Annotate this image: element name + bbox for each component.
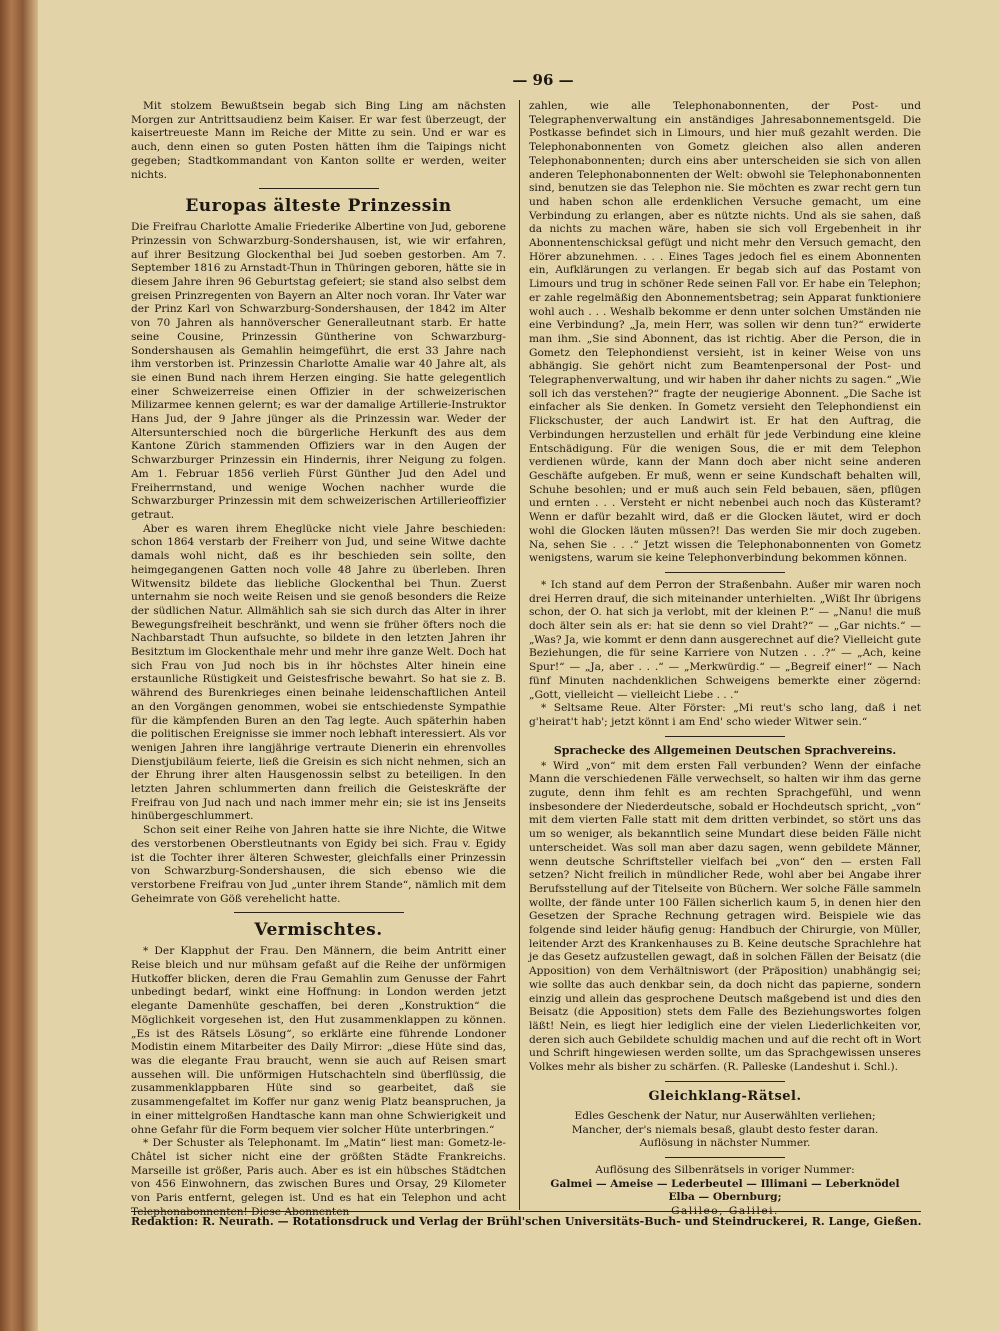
puzzle-title: Gleichklang-Rätsel.: [648, 1088, 802, 1104]
article-paragraph: Schon seit einer Reihe von Jahren hatte sie ihre Nichte, die Witwe des verstorbenen Oberstleutnants von Egidy bei sich. Frau v. Egidy ist die Tochter ihrer älteren Schwester, gleichfalls einer Prinzessin von Schwarzburg-Sondershausen, die sich ebenso wie die verstorbene Freifrau von Jud „unter ihrem Stande“, nämlich mit dem Geheimrate von Göß verehelicht hatte.: [131, 824, 506, 905]
article-paragraph: zahlen, wie alle Telephonabonnenten, der Post- und Telegraphenverwaltung ein anständiges Jahresabonnementsgeld. Die Postkasse befindet sich in Limours, und hier muß gezahlt werden. Die Telephonabonnenten von Gometz gleichen also allen anderen Telephonabonnenten; durch eins aber unterscheiden sie sich von allen anderen Telephonabonnenten der Welt: obwohl sie Telephonabonnenten sind, benutzen sie das Telephon nie. Sie möchten es zwar recht gern tun und haben schon alle erdenklichen Versuche gemacht, um eine Verbindung zu erlangen, aber es nützte nichts. Und als sie sahen, daß da nichts zu machen wäre, haben sie sich voll Ergebenheit in ihr Abonnentenschicksal gefügt und nicht mehr den Versuch gemacht, den Hörer abzunehmen. . . . Eines Tages jedoch fiel es einem Abonnenten ein, Aufklärungen zu verlangen. Er begab sich auf das Postamt von Limours und trug in schöner Rede seinen Fall vor. Er habe ein Telephon; er zahle regelmäßig den Abonnementsbetrag; sein Apparat funktioniere wohl auch . . . Weshalb bekomme er denn unter solchen Umständen nie eine Verbindung? „Ja, mein Herr, was sollen wir denn tun?“ erwiderte man ihm. „Sie sind Abonnent, das ist richtig. Aber die Person, die in Gometz den Telephondienst versieht, ist in keiner Weise von uns abhängig. Sie gehört nicht zum Beamtenpersonal der Post- und Telegraphenverwaltung, und wir haben ihr daher nichts zu sagen.“ „Wie soll ich das verstehen?“ fragte der neugierige Abonnent. „Die Sache ist einfacher als Sie denken. In Gometz versieht den Telephondienst ein Flickschuster, der auch Landwirt ist. Er hat den Auftrag, die Verbindungen herzustellen und erhält für jede Verbindung eine kleine Entschädigung. Für die wenigen Sous, die er mit dem Telephon verdienen würde, kann der Mann doch aber nicht seine anderen Geschäfte aufgeben. Er muß, wenn er seine Kundschaft behalten will, Schuhe besohlen; und er muß auch sein Feld bebauen, säen, pflügen und ernten . . . Versteht er nicht nebenbei auch noch das Küsteramt? Wenn er dafür bezahlt wird, daß er die Glocken läutet, wird er doch wohl die Glocken läuten müssen?! Das werden Sie mir doch zugeben. Na, sehen Sie . . .“ Jetzt wissen die Telephonabonnenten von Gometz wenigstens, warum sie keine Telephonverbindung bekommen können.: [529, 100, 921, 565]
puzzle-line: Mancher, der's niemals besaß, glaubt desto fester daran.: [571, 1123, 879, 1136]
puzzle-line: Edles Geschenk der Natur, nur Auserwählten verliehen;: [574, 1109, 876, 1122]
article-paragraph: * Seltsame Reue. Alter Förster: „Mi reut's scho lang, daß i net g'heirat't hab'; jetzt könnt i am End' scho wieder Witwer sein.“: [529, 702, 921, 728]
article-paragraph: * Der Schuster als Telephonamt. Im „Matin“ liest man: Gometz-le-Châtel ist sicher nicht eine der größten Städte Frankreichs. Marseille ist größer, Paris auch. Aber es ist ein hübsches Städtchen von 456 Einwohnern, das zwischen Bures und Orsay, 29 Kilometer von Paris entfernt, gelegen ist. Und es hat ein Telephon und acht Telephonabonnenten! Diese Abonnenten: [131, 1137, 506, 1218]
section-divider: [665, 1081, 785, 1082]
book-spine: [0, 0, 38, 1331]
section-divider: [665, 572, 785, 573]
article-paragraph: * Ich stand auf dem Perron der Straßenbahn. Außer mir waren noch drei Herren drauf, die sich miteinander unterhielten. „Wißt Ihr übrigens schon, der O. hat sich ja verlobt, mit der kleinen P.“ — „Nanu! die muß doch älter sein als er: hat sie denn so viel Draht?“ — „Gar nichts.“ — „Was? Ja, wie kommt er denn dann ausgerechnet auf die? Vielleicht gute Beziehungen, die für seine Karriere von Nutzen . . .?“ — „Ach, keine Spur!“ — „Ja, aber . . .“ — „Merkwürdig.“ — „Begreif einer!“ — Nach fünf Minuten nachdenklichen Schweigens bemerkte einer zögernd: „Gott, vielleicht — vielleicht Liebe . . .“: [529, 578, 921, 701]
section-divider: [665, 736, 785, 737]
right-column: [529, 100, 921, 1218]
section-title-sprachecke: Sprachecke des Allgemeinen Deutschen Sprachvereins.: [553, 743, 897, 757]
section-divider: [234, 912, 404, 913]
left-column: [131, 100, 507, 1218]
article-paragraph: Aber es waren ihrem Eheglücke nicht viele Jahre beschieden: schon 1864 verstarb der Freiherr von Jud, und seine Witwe dachte damals wohl nicht, daß es ihr beschieden sein sollte, den heimgegangenen Gatten noch volle 48 Jahre zu überleben. Ihren Witwensitz bildete das liebliche Glockenthal bei Thun. Zuerst unternahm sie noch weite Reisen und sie genoß besonders die Reize der südlichen Natur. Allmählich sah sie sich durch das Alter in ihrer Bewegungsfreiheit beschränkt, und wenn sie früher öfters noch die Nachbarstadt Thun aufsuchte, so bildete in den letzten Jahren ihr Besitztum im Glockenthale mehr und mehr ihre ganze Welt. Doch hat sich Frau von Jud noch bis in ihr höchstes Alter hinein eine erstaunliche Rüstigkeit und Geistesfrische bewahrt. So hat sie z. B. während des Burenkrieges einen beinahe leidenschaftlichen Anteil an den Vorgängen genommen, wobei sie entschiedenste Sympathie für die kämpfenden Buren an den Tag legte. Auch späterhin haben die politischen Ereignisse sie immer noch lebhaft interessiert. Als vor wenigen Jahren ihre langjährige vertraute Dienerin ein ehrenvolles Dienstjubiläum feierte, ließ die Greisin es sich nicht nehmen, sich an der Ehrung ihrer alten Hausgenossin selbst zu beteiligen. In den letzten Jahren schlummerten dann freilich die Geisteskräfte der Freifrau von Jud nach und nach immer mehr ein; sie ist ins Jenseits hinübergeschlummert.: [131, 522, 507, 823]
solution-title: Auflösung des Silbenrätsels in voriger Nummer:: [595, 1163, 855, 1176]
solution-line: Galileo, Galilei.: [671, 1205, 779, 1218]
puzzle-line: Auflösung in nächster Nummer.: [639, 1137, 811, 1150]
solution-line: Elba — Obernburg;: [668, 1191, 782, 1204]
newspaper-page: [38, 0, 1000, 1331]
section-divider: [259, 188, 379, 189]
intro-paragraph: Mit stolzem Bewußtsein begab sich Bing Ling am nächsten Morgen zur Antrittsaudienz beim Kaiser. Er war fest überzeugt, der kaisertreueste Mann im Reiche der Mitte zu sein. Und er war es auch, denn einen so guten Posten hätten ihm die Taipings nicht gegeben; Stadtkommandant von Kanton sollte er werden, weiter nichts.: [131, 100, 506, 181]
article-paragraph: * Wird „von“ mit dem ersten Fall verbunden? Wenn der einfache Mann die verschiedenen Fälle verwechselt, so halten wir ihm das gerne zugute, denn ihm fehlt es am rechten Sprachgefühl, und wenn insbesondere der Niederdeutsche, sobald er Hochdeutsch spricht, „von“ mit dem vierten Falle statt mit dem dritten verbindet, so stört uns das um so weniger, als bekanntlich seine Mundart diese beiden Fälle nicht unterscheidet. Was soll man aber dazu sagen, wenn gebildete Männer, wenn deutsche Schriftsteller vielfach bei „von“ den — ersten Fall setzen? Nicht freilich in mündlicher Rede, wohl aber bei Angabe ihrer Berufsstellung auf der Titelseite von Büchern. Wer solche Fälle sammeln wollte, der fände unter 100 Fällen sicherlich kaum 5, in denen hier den Gesetzen der Sprache Rechnung getragen wird. Beispiele wie das folgende sind leider häufig genug: Handbuch der Chirurgie, von Müller, leitender Arzt des Krankenhauses zu B. Keine deutsche Sprachlehre hat je das Gesetz aufzustellen gewagt, daß in solchen Fällen der Beisatz (die Apposition) von dem Verhältniswort (der Präposition) unabhängig sei; wie sollte das auch denkbar sein, da doch nicht das papierne, sondern einzig und allein das gesprochene Deutsch maßgebend ist und dies den Beisatz (die Apposition) stets dem Falle des Beziehungswortes folgen läßt! Nein, es liegt hier lediglich eine der vielen Liederlichkeiten vor, deren sich auch Gebildete schuldig machen und auf die recht oft in Wort und Schrift hingewiesen werden sollte, um das Sprachgewissen unseres Volkes mehr als bisher zu schärfen. (R. Palleske (Landeshut i. Schl.).: [529, 759, 921, 1074]
imprint-footer: Redaktion: R. Neurath. — Rotationsdruck und Verlag der Brühl'schen Universitäts-Buch- und Steindruckerei, R. Lange, Gießen.: [131, 1211, 921, 1228]
article-paragraph: Die Freifrau Charlotte Amalie Friederike Albertine von Jud, geborene Prinzessin von Schwarzburg-Sondershausen, ist, wie wir erfahren, auf ihrer Besitzung Glockenthal bei Jud soeben gestorben. Am 7. September 1816 zu Arnstadt-Thun in Thüringen geboren, hätte sie in diesem Jahre ihren 96 Geburtstag gefeiert; sie stand also selbst dem greisen Prinzregenten von Bayern an Alter noch voran. Ihr Vater war der Prinz Karl von Schwarzburg-Sondershausen, der 1842 im Alter von 70 Jahren als hannöverscher Generalleutnant starb. Er hatte seine Cousine, Prinzessin Güntherine von Schwarzburg-Sondershausen als Gemahlin heimgeführt, die erst 33 Jahre nach ihm verstorben ist. Prinzessin Charlotte Amalie war 40 Jahre alt, als sie einen Bund nach ihrem Herzen einging. Sie hatte gelegentlich einer Schweizerreise einen Offizier in der schweizerischen Milizarmee kennen gelernt; es war der damalige Artillerie-Instruktor Hans Jud, der 9 Jahre jünger als die Prinzessin war. Weder der Altersunterschied noch die bürgerliche Herkunft des aus dem Kantone Zürich stammenden Offiziers war in den Augen der Schwarzburger Prinzessin ein Hindernis, ihrer Neigung zu folgen. Am 1. Februar 1856 verlieh Fürst Günther Jud den Adel und Freiherrnstand, und wenige Wochen nachher wurde die Schwarzburger Prinzessin mit dem schweizerischen Artillerieoffizier getraut.: [131, 221, 506, 521]
article-title-prinzessin: Europas älteste Prinzessin: [185, 196, 452, 217]
solution-line: Galmei — Ameise — Lederbeutel — Illimani — Leberknödel: [550, 1177, 900, 1190]
column-divider: [519, 100, 520, 1210]
article-paragraph: * Der Klapphut der Frau. Den Männern, die beim Antritt einer Reise bleich und nur mühsam gefaßt auf die Reihe der unförmigen Hutkoffer blicken, deren die Frau Gemahlin zum Genusse der Fahrt unbedingt bedarf, winkt eine Hoffnung: in London werden jetzt elegante Damenhüte geschaffen, bei deren „Konstruktion“ die Möglichkeit vorgesehen ist, den Hut zusammenklappen zu können. „Es ist des Rätsels Lösung“, so erklärte eine führende Londoner Modistin einem Mitarbeiter des Daily Mirror: „diese Hüte sind das, was die elegante Frau braucht, wenn sie auch auf Reisen smart aussehen will. Die unförmigen Hutschachteln sind überflüssig, die zusammenklappbaren Hüte sind so gearbeitet, daß sie zusammengefaltet im Koffer nur ganz wenig Platz beanspruchen, ja in einer mittelgroßen Handtasche kann man ohne Schwierigkeit und ohne Gefahr für die Form bequem vier solcher Hüte unterbringen.“: [131, 945, 506, 1136]
article-title-vermischtes: Vermischtes.: [254, 920, 383, 941]
page-number: — 96 —: [512, 71, 574, 89]
section-divider: [665, 1157, 785, 1158]
